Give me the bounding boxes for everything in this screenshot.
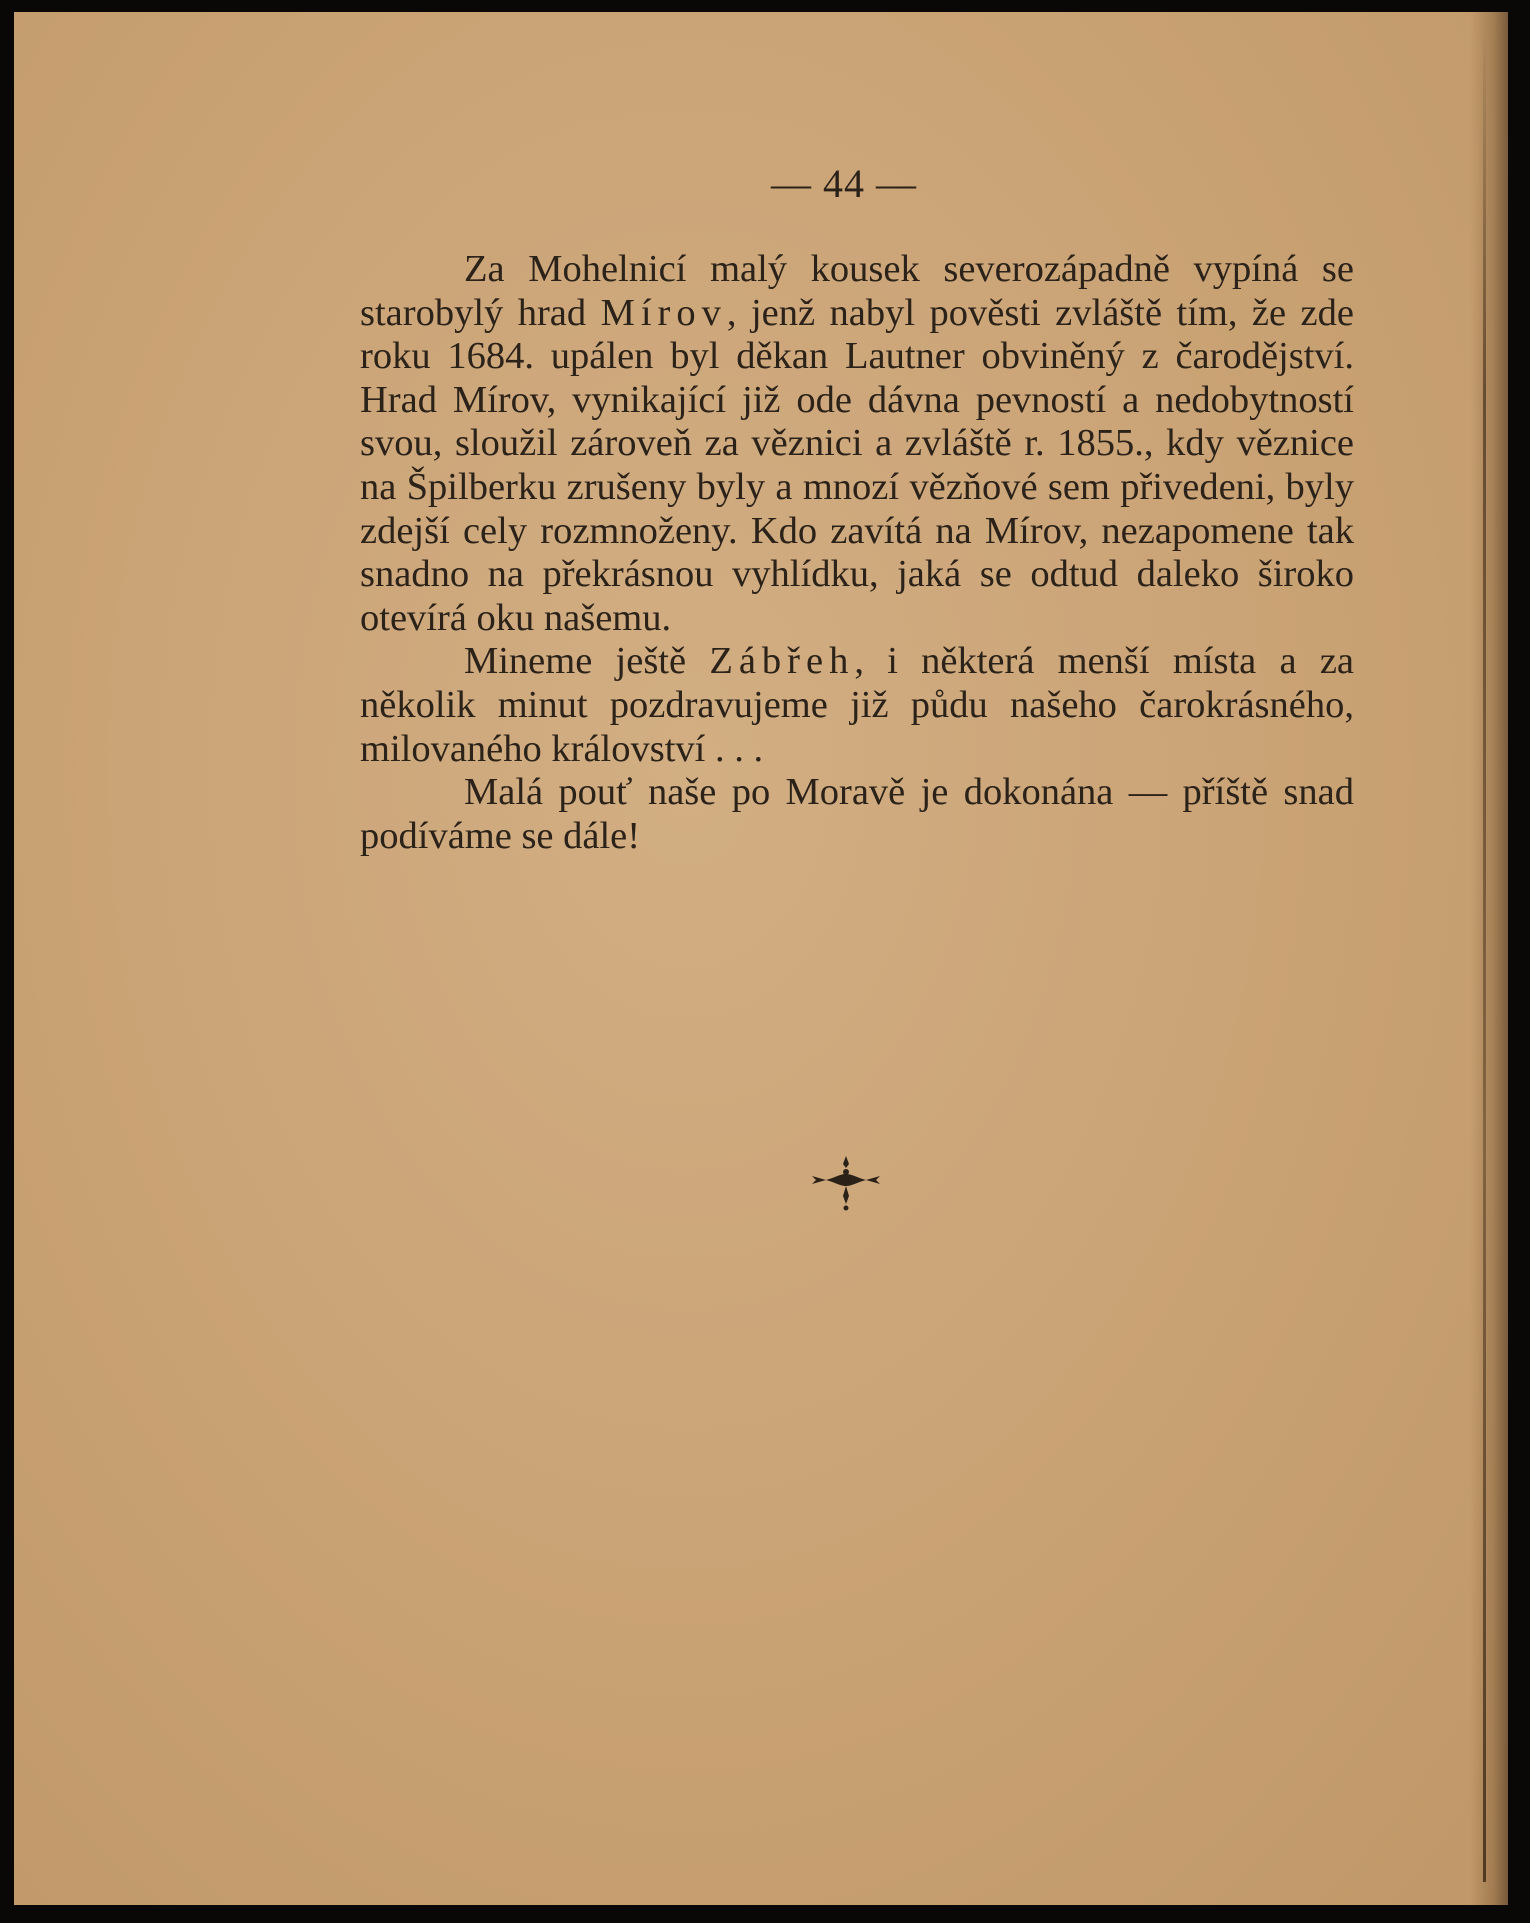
paragraph-1 bbox=[360, 248, 1354, 640]
book-page bbox=[14, 12, 1508, 1905]
page-edge-shadow bbox=[1470, 12, 1508, 1905]
place-name-mirov: Mírov bbox=[600, 291, 727, 334]
place-name-zabreh: Zábřeh bbox=[709, 640, 855, 683]
paragraph-3-part-1: Malá pouť naše po Moravě je dokonána — příště snad podíváme se dále! bbox=[360, 771, 1354, 857]
paragraph-1-part-3: , jenž nabyl pověsti zvláště tím, že zde roku 1684. upálen byl děkan Lautner obviněný z čarodějství. Hrad Mírov, vynikající již ode dávna pevností a nedobytností svou, sloužil zároveň za věznici a zvláště r. 1855., kdy věznice na Špilberku zrušeny byly a mnozí vězňové sem přivedeni, byly zdejší cely rozmnoženy. Kdo zavítá na Mírov, nezapomene tak snadno na překrásnou vyhlídku, jaká se odtud daleko široko otevírá oku našemu. bbox=[360, 291, 1354, 639]
paragraph-3 bbox=[360, 771, 1354, 858]
paragraph-2 bbox=[360, 640, 1354, 771]
page-number: — 44 — bbox=[771, 161, 917, 206]
body-text bbox=[360, 248, 1354, 858]
paragraph-2-part-1: Mineme ještě bbox=[464, 640, 710, 683]
paragraph-1-part-1: Za Mohelnicí malý kousek severozápadně vypíná se starobylý hrad bbox=[360, 248, 1354, 334]
fleuron-icon bbox=[806, 1154, 886, 1214]
paragraph-2-part-3: , i některá menší místa a za několik minut pozdravujeme již půdu našeho čarokrásného, milovaného království . . . bbox=[360, 640, 1354, 770]
binding-edge-line bbox=[1483, 32, 1486, 1882]
